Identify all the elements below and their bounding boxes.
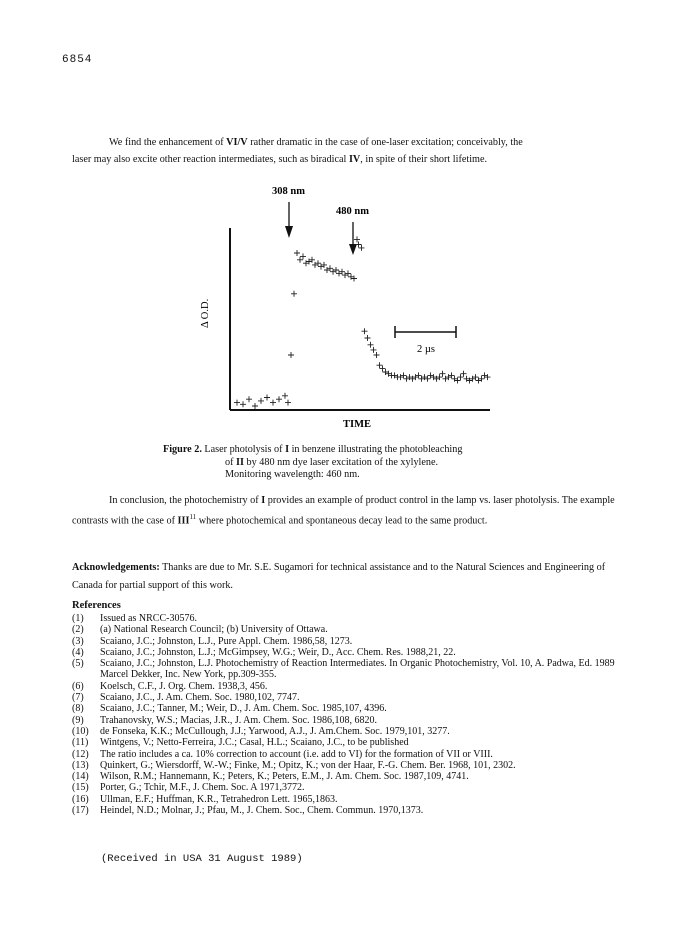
- reference-item: [72, 760, 632, 771]
- y-axis-label: Δ O.D.: [200, 298, 211, 328]
- reference-text: Trahanovsky, W.S.; Macias, J.R., J. Am. Chem. Soc. 1986,108, 6820.: [100, 714, 378, 726]
- reference-number: (6): [72, 680, 84, 692]
- conclusion-paragraph: In conclusion, the photochemistry of I provides an example of product control in the lamp vs. laser photolysis. The example contrasts with the case of III$^{11}$ where photochemical and spontaneous decay lead to the same product.: [72, 495, 615, 527]
- data-point: [461, 371, 467, 377]
- data-point: [380, 366, 386, 372]
- data-point: [365, 335, 371, 341]
- data-point: [377, 362, 383, 368]
- received-date: (Received in USA 31 August 1989): [101, 853, 303, 865]
- reference-text: Porter, G.; Tchir, M.F., J. Chem. Soc. A 1971,3772.: [100, 782, 305, 794]
- reference-text: Scaiano, J.C.; Johnston, L.J.; McGimpsey, W.G.; Weir, D., Acc. Chem. Res. 1988,21, 22.: [100, 646, 456, 658]
- reference-number: (12): [72, 748, 89, 760]
- reference-number: (1): [72, 613, 84, 624]
- reference-item: [72, 647, 632, 658]
- reference-number: (3): [72, 635, 84, 647]
- scale-bar-label: 2 µs: [417, 344, 436, 355]
- data-point: [252, 403, 258, 409]
- data-point: [359, 245, 365, 251]
- data-point: [240, 401, 246, 407]
- data-point: [294, 250, 300, 256]
- reference-number: (10): [72, 725, 89, 737]
- reference-item: [72, 805, 632, 816]
- data-point: [282, 393, 288, 399]
- data-point: [368, 342, 374, 348]
- reference-text: Scaiano, J.C.; Tanner, M.; Weir, D., J. Am. Chem. Soc. 1985,107, 4396.: [100, 703, 387, 715]
- reference-text: Wintgens, V.; Netto-Ferreira, J.C.; Casal, H.L.; Scaiano, J.C., to be published: [100, 737, 409, 749]
- reference-number: (17): [72, 805, 89, 817]
- data-point: [276, 396, 282, 402]
- reference-number: (5): [72, 658, 84, 670]
- data-point: [440, 371, 446, 377]
- reference-number: (16): [72, 793, 89, 805]
- reference-text: Koelsch, C.F., J. Org. Chem. 1938,3, 456.: [100, 680, 268, 692]
- data-point: [354, 236, 360, 242]
- data-point: [285, 400, 291, 406]
- reference-text: de Fonseka, K.K.; McCullough, J.J.; Yarwood, A.J., J. Am.Chem. Soc. 1979,101, 3277.: [100, 725, 450, 737]
- reference-number: (8): [72, 703, 84, 715]
- reference-number: (14): [72, 771, 89, 783]
- reference-item: [72, 749, 632, 760]
- reference-text: Issued as NRCC-30576.: [100, 613, 197, 624]
- reference-item: [72, 613, 632, 624]
- reference-item: [72, 692, 632, 703]
- reference-item: [72, 624, 632, 635]
- reference-text: Scaiano, J.C., J. Am. Chem. Soc. 1980,102, 7747.: [100, 692, 300, 704]
- laser-photolysis-figure: [190, 180, 500, 440]
- data-point: [356, 242, 362, 248]
- data-point: [291, 291, 297, 297]
- reference-item: [72, 794, 632, 805]
- x-axis-label: TIME: [343, 419, 372, 430]
- data-point: [297, 257, 303, 263]
- reference-number: (2): [72, 624, 84, 636]
- reference-number: (15): [72, 782, 89, 794]
- reference-item: [72, 636, 632, 647]
- arrow-308-label: 308 nm: [272, 186, 305, 197]
- reference-item: [72, 782, 632, 793]
- data-point: [270, 400, 276, 406]
- arrow-480-label: 480 nm: [336, 206, 369, 217]
- reference-number: (11): [72, 737, 89, 749]
- reference-item: [72, 771, 632, 782]
- reference-text: Scaiano, J.C.; Johnston, L.J. Photochemistry of Reaction Intermediates. In Organic Photochemistry, Vol. 10, A. Padwa, Ed. 1989 Marcel Dekker, Inc. New York, pp.309-355.: [100, 658, 615, 681]
- intro-paragraph: We find the enhancement of VI/V rather dramatic in the case of one-laser excitation; conceivably, the laser may also excite other reaction intermediates, such as biradical IV, in spite of their short lifetime.: [72, 137, 523, 165]
- reference-number: (9): [72, 714, 84, 726]
- data-point: [288, 352, 294, 358]
- reference-item: [72, 715, 632, 726]
- reference-text: Wilson, R.M.; Hannemann, K.; Peters, K.; Peters, E.M., J. Am. Chem. Soc. 1987,109, 4741.: [100, 771, 469, 783]
- data-point: [300, 253, 306, 259]
- reference-text: (a) National Research Council; (b) University of Ottawa.: [100, 624, 328, 636]
- arrow-308-head: [285, 226, 293, 238]
- figure-caption: Figure 2. Laser photolysis of I in benzene illustrating the photobleaching of II by 480 nm dye laser excitation of the xylylene. Monitoring wavelength: 460 nm.: [163, 444, 463, 480]
- acknowledgements-heading: Acknowledgements:: [72, 562, 160, 573]
- reference-text: The ratio includes a ca. 10% correction to account (i.e. add to VI) for the formation of VII or VIII.: [100, 748, 493, 760]
- references-list: [72, 613, 632, 816]
- arrow-480-head: [349, 244, 357, 255]
- data-point: [234, 400, 240, 406]
- data-point: [258, 398, 264, 404]
- reference-item: [72, 726, 632, 737]
- acknowledgements: Acknowledgements: Thanks are due to Mr. S.E. Sugamori for technical assistance and to the Natural Sciences and Engineering of Canada for partial support of this work.: [72, 562, 606, 591]
- reference-number: (7): [72, 692, 84, 704]
- reference-item: [72, 681, 632, 692]
- references-heading: References: [72, 600, 121, 611]
- data-point: [246, 396, 252, 402]
- data-point: [371, 347, 377, 353]
- reference-number: (4): [72, 646, 84, 658]
- reference-text: Scaiano, J.C.; Johnston, L.J., Pure Appl. Chem. 1986,58, 1273.: [100, 635, 353, 647]
- data-point: [458, 374, 464, 380]
- data-point: [264, 395, 270, 401]
- reference-item: [72, 658, 632, 681]
- reference-number: (13): [72, 759, 89, 771]
- reference-text: Heindel, N.D.; Molnar, J.; Pfau, M., J. Chem. Soc., Chem. Commun. 1970,1373.: [100, 805, 424, 817]
- data-point: [374, 352, 380, 358]
- reference-item: [72, 703, 632, 714]
- reference-text: Quinkert, G.; Wiersdorff, W.-W.; Finke, M.; Opitz, K.; von der Haar, F.-G. Chem. Ber. 1968, 101, 2302.: [100, 759, 516, 771]
- reference-text: Ullman, E.F.; Huffman, K.R., Tetrahedron Lett. 1965,1863.: [100, 793, 338, 805]
- page-number: 6854: [62, 54, 93, 66]
- data-point: [362, 328, 368, 334]
- reference-item: [72, 737, 632, 748]
